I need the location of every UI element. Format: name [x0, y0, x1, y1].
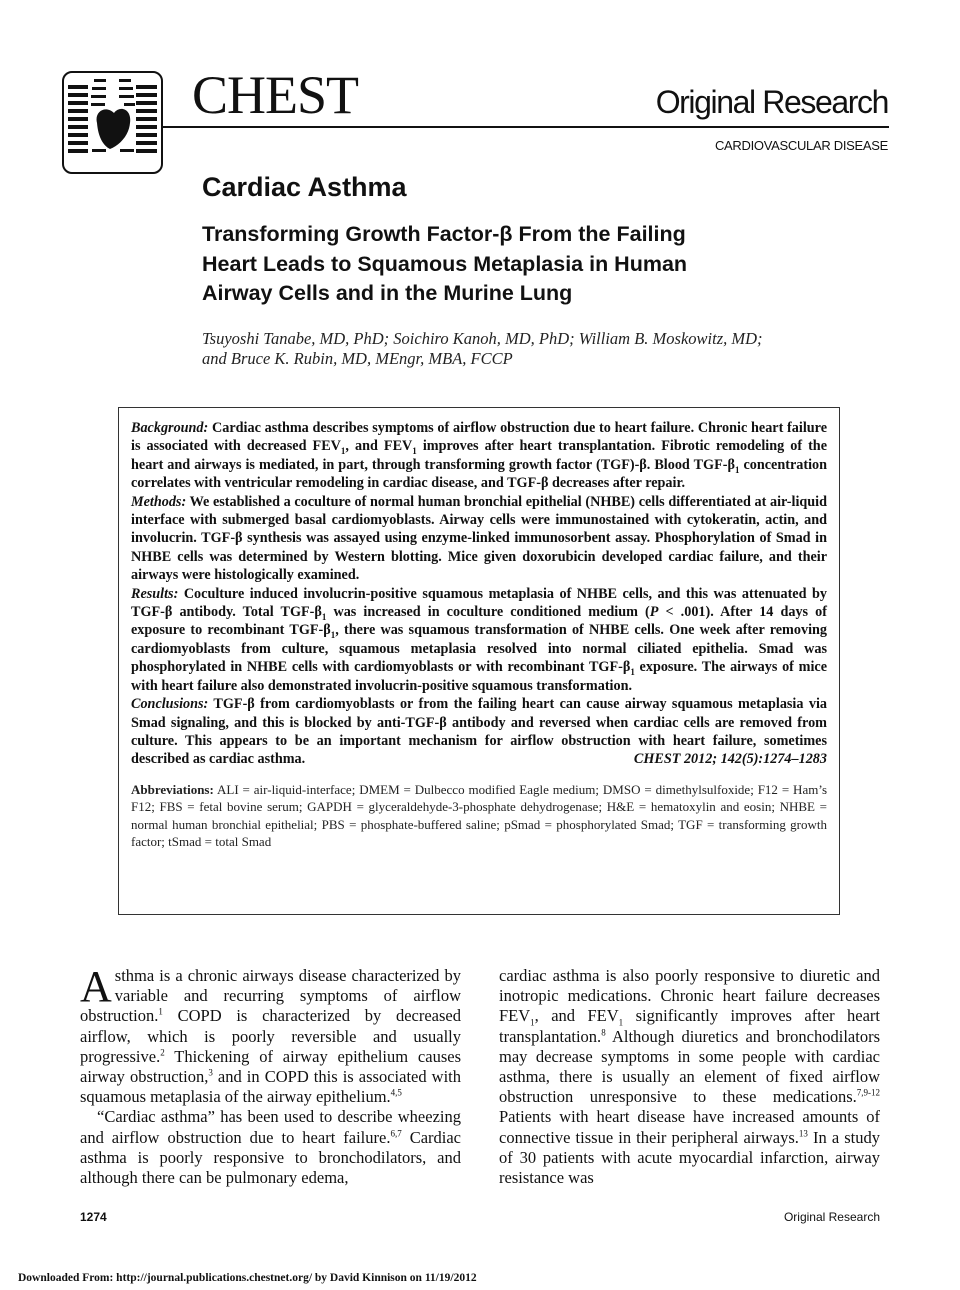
subtitle-line: Airway Cells and in the Murine Lung: [202, 281, 573, 305]
body-column-right: [499, 966, 880, 1188]
abbreviations: Abbreviations: ALI = air-liquid-interface; DMEM = Dulbecco modified Eagle medium; DMSO = dimethylsulfoxide; F12 = Ham’s F12; FBS = fetal bovine serum; GAPDH = glyceraldehyde-3-phosphate dehydrogenase; H&E = hematoxylin and eosin; NHBE = normal human bronchial epithelial; PBS = phosphate-buffered saline; pSmad = phosphorylated Smad; TGF = transforming growth factor; tSmad = total Smad: [131, 781, 827, 850]
subtitle-line: Transforming Growth Factor-β From the Failing: [202, 222, 686, 246]
drop-cap: A: [80, 962, 112, 1011]
abstract-methods: Methods: We established a coculture of normal human bronchial epithelial (NHBE) cells differentiated at air-liquid interface with submerged basal cardiomyoblasts. Airway cells were immunostained with cytokeratin, actin, and involucrin. TGF-β synthesis was assayed using enzyme-linked immunosorbent assay. Phosphorylation of Smad in NHBE cells was determined by Western blotting. Mice given doxorubicin developed cardiac failure, and their airways were histologically examined.: [131, 493, 827, 584]
footer-section-label: Original Research: [783, 1210, 880, 1224]
abstract-background: Background: Cardiac asthma describes symptoms of airflow obstruction due to heart failure. Chronic heart failure is associated with decreased $FEV_1$, and $FEV_1$ improves after heart transplantation. Fibrotic remodeling of the heart and airways is mediated, in part, through transforming growth factor (TGF)-β. Blood TGF-$\beta_1$ concentration correlates with ventricular remodeling in cardiac disease, and TGF-β decreases after repair.: [131, 420, 827, 492]
article-title: Cardiac Asthma: [202, 172, 407, 202]
author-line: and Bruce K. Rubin, MD, MEngr, MBA, FCCP: [202, 349, 513, 368]
header-divider: [162, 126, 889, 128]
journal-name: CHEST: [192, 65, 359, 125]
subtitle-line: Heart Leads to Squamous Metaplasia in Human: [202, 251, 688, 276]
body-paragraph: “Cardiac asthma” has been used to describe wheezing and airflow obstruction due to heart failure.$^{6,7}$ Cardiac asthma is poorly responsive to bronchodilators, and although there can be pulmonary edema,: [80, 1107, 461, 1188]
body-paragraph: Asthma is a chronic airways disease characterized by variable and recurring symptoms of airflow obstruction.$^1$ COPD is characterized by decreased airflow, which is poorly reversible and usually progressive.$^2$ Thickening of airway epithelium causes airway obstruction,$^3$ and in COPD this is associated with squamous metaplasia of the airway epithelium.$^{4,5}$: [80, 962, 462, 1107]
download-notice: Downloaded From: http://journal.publications.chestnet.org/ by David Kinnison on 11/19/2012: [18, 1272, 477, 1284]
abstract-conclusions: Conclusions: TGF-β from cardiomyoblasts or from the failing heart can cause airway squamous metaplasia via Smad signaling, and this is blocked by anti-TGF-β antibody and reversed when cardiac cells are removed from culture. This appears to be an important mechanism for airflow obstruction with heart failure, sometimes described as cardiac asthma. CHEST 2012; 142(5):1274–1283: [131, 696, 827, 768]
page-number: 1274: [80, 1210, 107, 1224]
body-column-left: [80, 962, 462, 1188]
article-subtitle: [202, 220, 802, 309]
body-paragraph: cardiac asthma is also poorly responsive to diuretic and inotropic medications. Chronic heart failure decreases $FEV_1$, and $FEV_1$ significantly improves after heart transplantation.$^8$ Although diuretics and bronchodilators may decrease symptoms in some people with cardiac asthma, there is usually an element of fixed airflow obstruction unresponsive to these medications.$^{7,9-12}$ Patients with heart disease have increased amounts of connective tissue in their peripheral airways.$^{13}$ In a study of 30 patients with acute myocardial infarction, airway resistance was: [499, 966, 881, 1188]
subsection-label: CARDIOVASCULAR DISEASE: [714, 138, 888, 153]
section-label: Original Research: [655, 84, 888, 120]
citation: CHEST 2012; 142(5):1274–1283: [633, 751, 827, 768]
abstract-box: [118, 407, 840, 915]
chest-logo-icon: [62, 71, 163, 174]
author-line: Tsuyoshi Tanabe, MD, PhD; Soichiro Kanoh, MD, PhD; William B. Moskowitz, MD;: [202, 329, 763, 348]
author-list: [202, 329, 842, 369]
abstract-results: Results: Coculture induced involucrin-positive squamous metaplasia of NHBE cells, and this was attenuated by TGF-β antibody. Total TGF-$\beta_1$ was increased in coculture conditioned medium (P < .001). After 14 days of exposure to recombinant TGF-$\beta_1$, there was squamous transformation of NHBE cells. One week after removing cardiomyoblasts from culture, squamous metaplasia resolved into normal ciliated epithelia. Smad was phosphorylated in NHBE cells with cardiomyoblasts or with recombinant TGF-$\beta_1$ exposure. The airways of mice with heart failure also demonstrated involucrin-positive squamous transformation.: [131, 585, 827, 694]
